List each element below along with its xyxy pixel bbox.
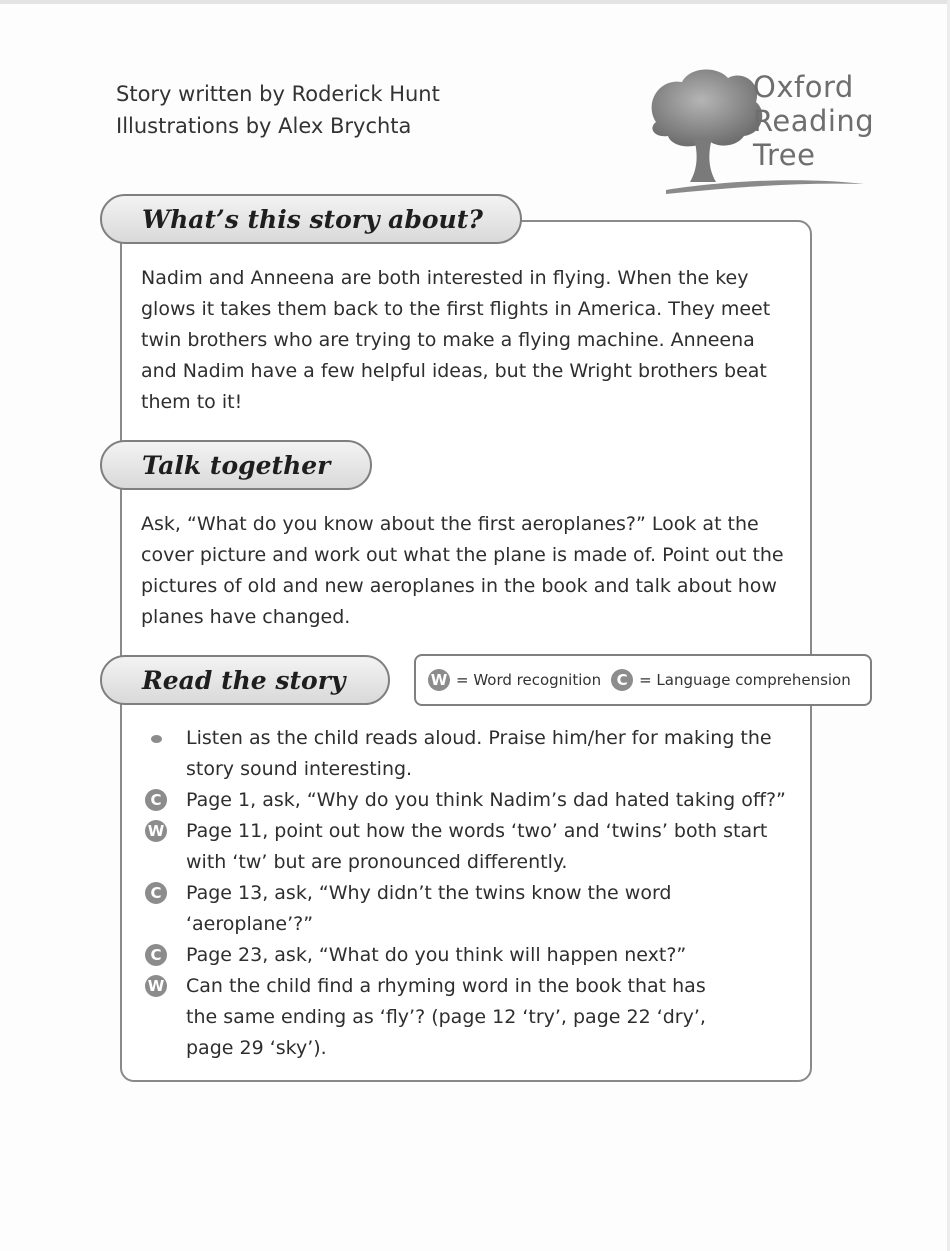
- logo-line-3: Tree: [753, 138, 816, 172]
- bullet-icon: [151, 735, 162, 743]
- logo-wordmark: [753, 70, 874, 172]
- page-top-edge: [0, 0, 950, 4]
- list-item-line: ‘aeroplane’?”: [186, 913, 314, 935]
- about-line: glows it takes them back to the first flights in America. They meet: [141, 298, 771, 320]
- language-comprehension-badge-icon: C: [611, 669, 633, 691]
- list-item-line: Page 11, point out how the words ‘two’ and ‘twins’ both start: [186, 820, 768, 842]
- list-item-line: the same ending as ‘fly’? (page 12 ‘try’, page 22 ‘dry’,: [186, 1006, 706, 1028]
- language-comprehension-badge-icon: C: [145, 944, 167, 966]
- language-comprehension-badge-icon: C: [145, 789, 167, 811]
- list-item: [145, 785, 786, 816]
- talk-heading: Talk together: [100, 440, 372, 490]
- language-comprehension-label: = Language comprehension: [639, 671, 851, 689]
- word-recognition-badge-icon: W: [145, 975, 167, 997]
- word-recognition-badge-icon: W: [145, 820, 167, 842]
- list-item-line: Listen as the child reads aloud. Praise him/her for making the: [186, 727, 772, 749]
- list-item-line: with ‘tw’ but are pronounced differently.: [186, 851, 568, 873]
- list-item-line: Can the child find a rhyming word in the book that has: [186, 975, 706, 997]
- word-recognition-label: = Word recognition: [456, 671, 602, 689]
- list-item: [145, 723, 786, 785]
- logo-line-2: Reading: [753, 104, 875, 138]
- language-comprehension-badge-icon: C: [145, 882, 167, 904]
- list-item-line: Page 1, ask, “Why do you think Nadim’s dad hated taking off?”: [186, 789, 786, 811]
- key-legend: [414, 654, 872, 706]
- list-item: [145, 940, 786, 971]
- read-story-list: [145, 723, 786, 1064]
- logo-line-1: Oxford: [753, 70, 854, 104]
- about-line: them to it!: [141, 391, 243, 413]
- about-line: twin brothers who are trying to make a flying machine. Anneena: [141, 329, 755, 351]
- about-heading: What’s this story about?: [100, 194, 522, 244]
- word-recognition-badge-icon: W: [428, 669, 450, 691]
- read-heading: Read the story: [100, 655, 390, 705]
- list-item: [145, 816, 786, 878]
- list-item-line: Page 13, ask, “Why didn’t the twins know the word: [186, 882, 672, 904]
- about-line: and Nadim have a few helpful ideas, but the Wright brothers beat: [141, 360, 767, 382]
- talk-line: planes have changed.: [141, 606, 351, 628]
- about-line: Nadim and Anneena are both interested in flying. When the key: [141, 267, 749, 289]
- list-item-line: page 29 ‘sky’).: [186, 1037, 327, 1059]
- illustrator-credit: Illustrations by Alex Brychta: [116, 114, 412, 138]
- talk-line: cover picture and work out what the plane is made of. Point out the: [141, 544, 784, 566]
- talk-paragraph: [141, 509, 784, 633]
- list-item-line: Page 23, ask, “What do you think will happen next?”: [186, 944, 687, 966]
- list-item: [145, 878, 786, 940]
- list-item: [145, 971, 786, 1064]
- about-paragraph: [141, 263, 770, 418]
- author-credit: Story written by Roderick Hunt: [116, 82, 440, 106]
- list-item-line: story sound interesting.: [186, 758, 413, 780]
- credits: [116, 78, 440, 142]
- talk-line: pictures of old and new aeroplanes in the book and talk about how: [141, 575, 777, 597]
- talk-line: Ask, “What do you know about the first aeroplanes?” Look at the: [141, 513, 759, 535]
